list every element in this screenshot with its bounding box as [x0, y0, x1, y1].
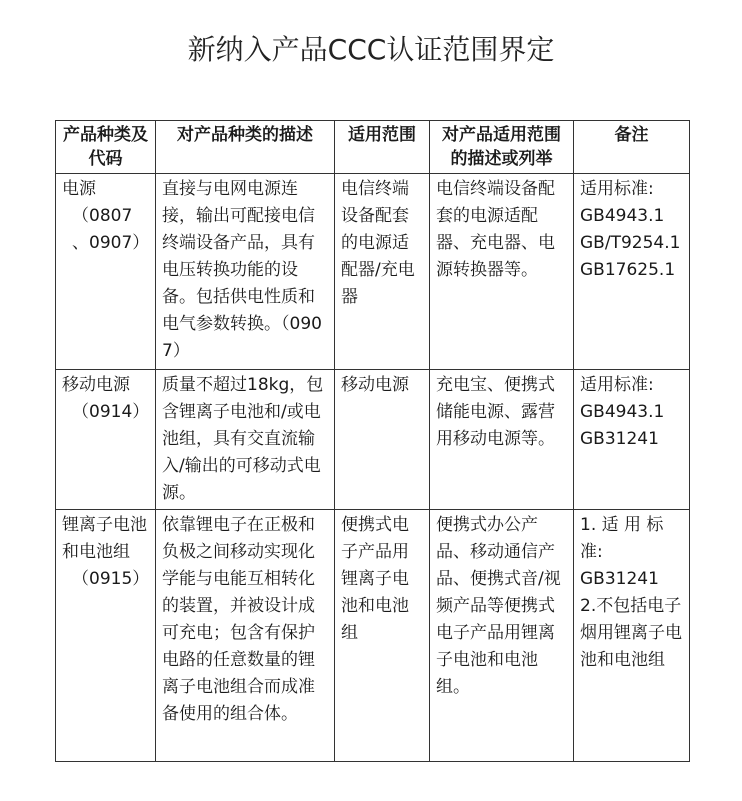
notes-cell: [574, 174, 690, 370]
category-description-cell: 依靠锂电子在正极和负极之间移动实现化学能与电能互相转化的装置，并被设计成可充电；包含有保护电路的任意数量的锂离子电池组合而成准备使用的组合体。: [156, 510, 335, 762]
note-line: GB4943.1: [580, 402, 665, 422]
note-line: GB/T9254.1: [580, 233, 681, 253]
examples-cell: 充电宝、便携式储能电源、露营用移动电源等。: [430, 370, 574, 510]
header-scope-description: 对产品适用范围的描述或列举: [430, 121, 574, 174]
examples-cell: 便携式办公产品、移动通信产品、便携式音/视频产品等便携式电子产品用锂离子电池和电池组。: [430, 510, 574, 762]
product-name: 电源: [62, 179, 96, 199]
product-code: （0807 、0907）: [72, 206, 150, 253]
product-category-cell: [56, 510, 156, 762]
product-code: （0914）: [72, 402, 150, 422]
product-name: 移动电源: [62, 375, 130, 395]
product-code: （0915）: [72, 569, 150, 589]
scope-cell: 移动电源: [335, 370, 430, 510]
table-row: [56, 174, 690, 370]
header-notes: 备注: [574, 121, 690, 174]
note-line: GB17625.1: [580, 260, 676, 280]
product-name: 锂离子电池和电池组: [62, 515, 147, 562]
header-product-category: 产品种类及代码: [56, 121, 156, 174]
notes-cell: [574, 510, 690, 762]
scope-cell: 便携式电子产品用锂离子电池和电池组: [335, 510, 430, 762]
table-header-row: [56, 121, 690, 174]
category-description-cell: 直接与电网电源连接，输出可配接电信终端设备产品，具有电压转换功能的设备。包括供电性质和电气参数转换。（0907）: [156, 174, 335, 370]
note-line: 适用标准:: [580, 179, 654, 199]
header-category-description: 对产品种类的描述: [156, 121, 335, 174]
category-description-cell: 质量不超过18kg，包含锂离子电池和/或电池组，具有交直流输入/输出的可移动式电源。: [156, 370, 335, 510]
scope-cell: 电信终端设备配套的电源适配器/充电器: [335, 174, 430, 370]
product-category-cell: [56, 174, 156, 370]
note-line: GB31241: [580, 569, 659, 589]
header-scope: 适用范围: [335, 121, 430, 174]
table-row: [56, 510, 690, 762]
examples-cell: 电信终端设备配套的电源适配器、充电器、电源转换器等。: [430, 174, 574, 370]
product-category-cell: [56, 370, 156, 510]
note-line: 1. 适 用 标准:: [580, 515, 664, 562]
table-row: [56, 370, 690, 510]
note-line: 适用标准:: [580, 375, 654, 395]
document-title: 新纳入产品CCC认证范围界定: [187, 33, 555, 66]
note-line: 2.不包括电子烟用锂离子电池和电池组: [580, 596, 682, 670]
note-line: GB4943.1: [580, 206, 665, 226]
notes-cell: [574, 370, 690, 510]
ccc-scope-table: [55, 120, 690, 762]
note-line: GB31241: [580, 429, 659, 449]
